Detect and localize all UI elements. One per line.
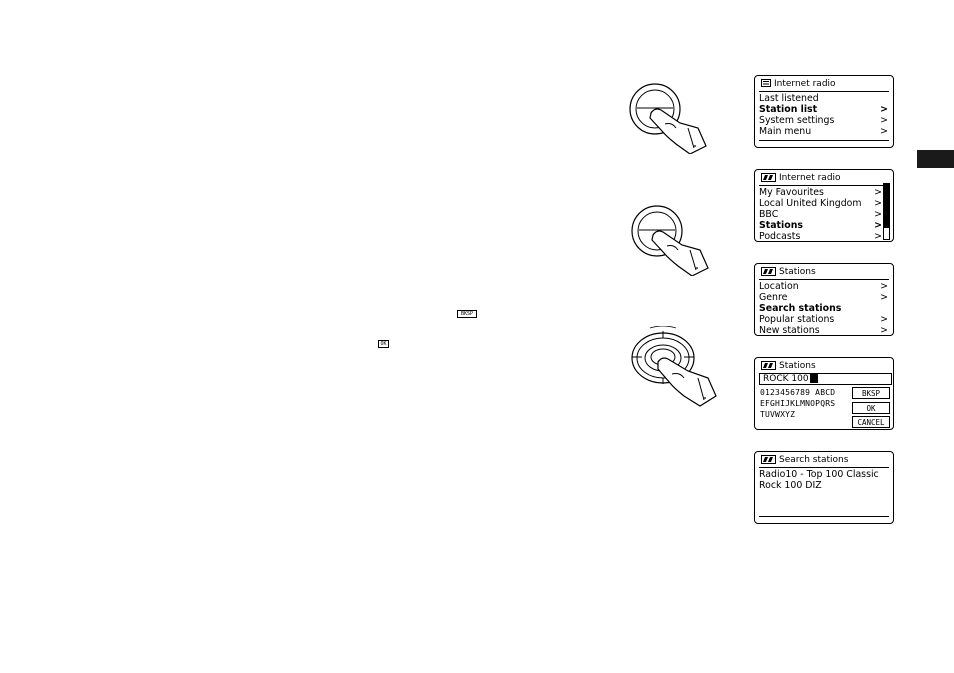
folder-icon bbox=[761, 361, 776, 370]
menu-item-search-stations[interactable]: Search stations bbox=[759, 303, 842, 314]
menu-item-last-listened[interactable]: Last listened bbox=[759, 93, 819, 104]
screen-title bbox=[761, 454, 891, 466]
bksp-button[interactable]: BKSP bbox=[852, 387, 890, 399]
menu-item-genre[interactable]: Genre > bbox=[759, 292, 888, 303]
search-entry-field[interactable] bbox=[759, 373, 892, 385]
search-entry-text: ROCK 100 bbox=[763, 374, 809, 384]
title-divider bbox=[759, 467, 889, 468]
menu-item-system-settings[interactable]: System settings > bbox=[759, 115, 888, 126]
screen-title-text: Stations bbox=[779, 361, 816, 371]
bksp-inline-glyph: BKSP bbox=[457, 310, 477, 318]
menu-item-stations[interactable]: Stations > bbox=[759, 220, 882, 231]
screen-title bbox=[761, 266, 891, 278]
screen-title-text: Internet radio bbox=[774, 79, 836, 89]
display-screen-stations-menu bbox=[754, 263, 894, 336]
screen-title bbox=[761, 172, 891, 184]
press-button-illustration-2 bbox=[630, 204, 714, 276]
menu-item-podcasts[interactable]: Podcasts > bbox=[759, 231, 882, 242]
character-row-3[interactable]: TUVWXYZ bbox=[760, 410, 796, 419]
screen-title-text: Search stations bbox=[779, 455, 849, 465]
screen-title bbox=[761, 78, 891, 90]
folder-icon bbox=[761, 267, 776, 276]
bottom-divider bbox=[759, 140, 889, 141]
display-screen-search-entry bbox=[754, 357, 894, 430]
screen-title bbox=[761, 360, 891, 372]
menu-list bbox=[759, 187, 892, 242]
folder-icon bbox=[761, 173, 776, 182]
result-item[interactable]: Rock 100 DIZ bbox=[759, 480, 822, 491]
cancel-button[interactable]: CANCEL bbox=[852, 416, 890, 428]
ok-inline-glyph: OK bbox=[378, 340, 389, 348]
list-icon bbox=[761, 79, 771, 87]
menu-item-location[interactable]: Location > bbox=[759, 281, 888, 292]
menu-item-new-stations[interactable]: New stations > bbox=[759, 325, 888, 336]
display-screen-station-list bbox=[754, 169, 894, 242]
menu-item-station-list[interactable]: Station list > bbox=[759, 104, 888, 115]
title-divider bbox=[759, 185, 889, 186]
ok-button[interactable]: OK bbox=[852, 402, 890, 414]
menu-item-local[interactable]: Local United Kingdom > bbox=[759, 198, 882, 209]
display-screen-internet-radio-menu bbox=[754, 75, 894, 148]
rotary-dial-illustration bbox=[628, 326, 722, 410]
character-row-1[interactable]: 0123456789 ABCD bbox=[760, 388, 836, 397]
display-screen-search-results bbox=[754, 451, 894, 524]
scrollbar[interactable] bbox=[883, 183, 890, 240]
title-divider bbox=[759, 279, 889, 280]
menu-item-my-favourites[interactable]: My Favourites > bbox=[759, 187, 882, 198]
scrollbar-thumb[interactable] bbox=[884, 184, 889, 228]
menu-item-popular-stations[interactable]: Popular stations > bbox=[759, 314, 888, 325]
folder-icon bbox=[761, 455, 776, 464]
screen-title-text: Stations bbox=[779, 267, 816, 277]
bottom-divider bbox=[759, 516, 889, 517]
menu-item-bbc[interactable]: BBC > bbox=[759, 209, 882, 220]
menu-item-main-menu[interactable]: Main menu > bbox=[759, 126, 888, 137]
section-tab-marker bbox=[917, 150, 954, 168]
screen-title-text: Internet radio bbox=[779, 173, 841, 183]
results-list bbox=[759, 469, 892, 491]
title-divider bbox=[759, 91, 889, 92]
character-row-2[interactable]: EFGHIJKLMNOPQRS bbox=[760, 399, 836, 408]
menu-list bbox=[759, 281, 892, 336]
result-item[interactable]: Radio10 - Top 100 Classic bbox=[759, 469, 879, 480]
text-cursor bbox=[810, 374, 818, 383]
menu-list bbox=[759, 93, 892, 137]
press-button-illustration-1 bbox=[628, 82, 712, 154]
